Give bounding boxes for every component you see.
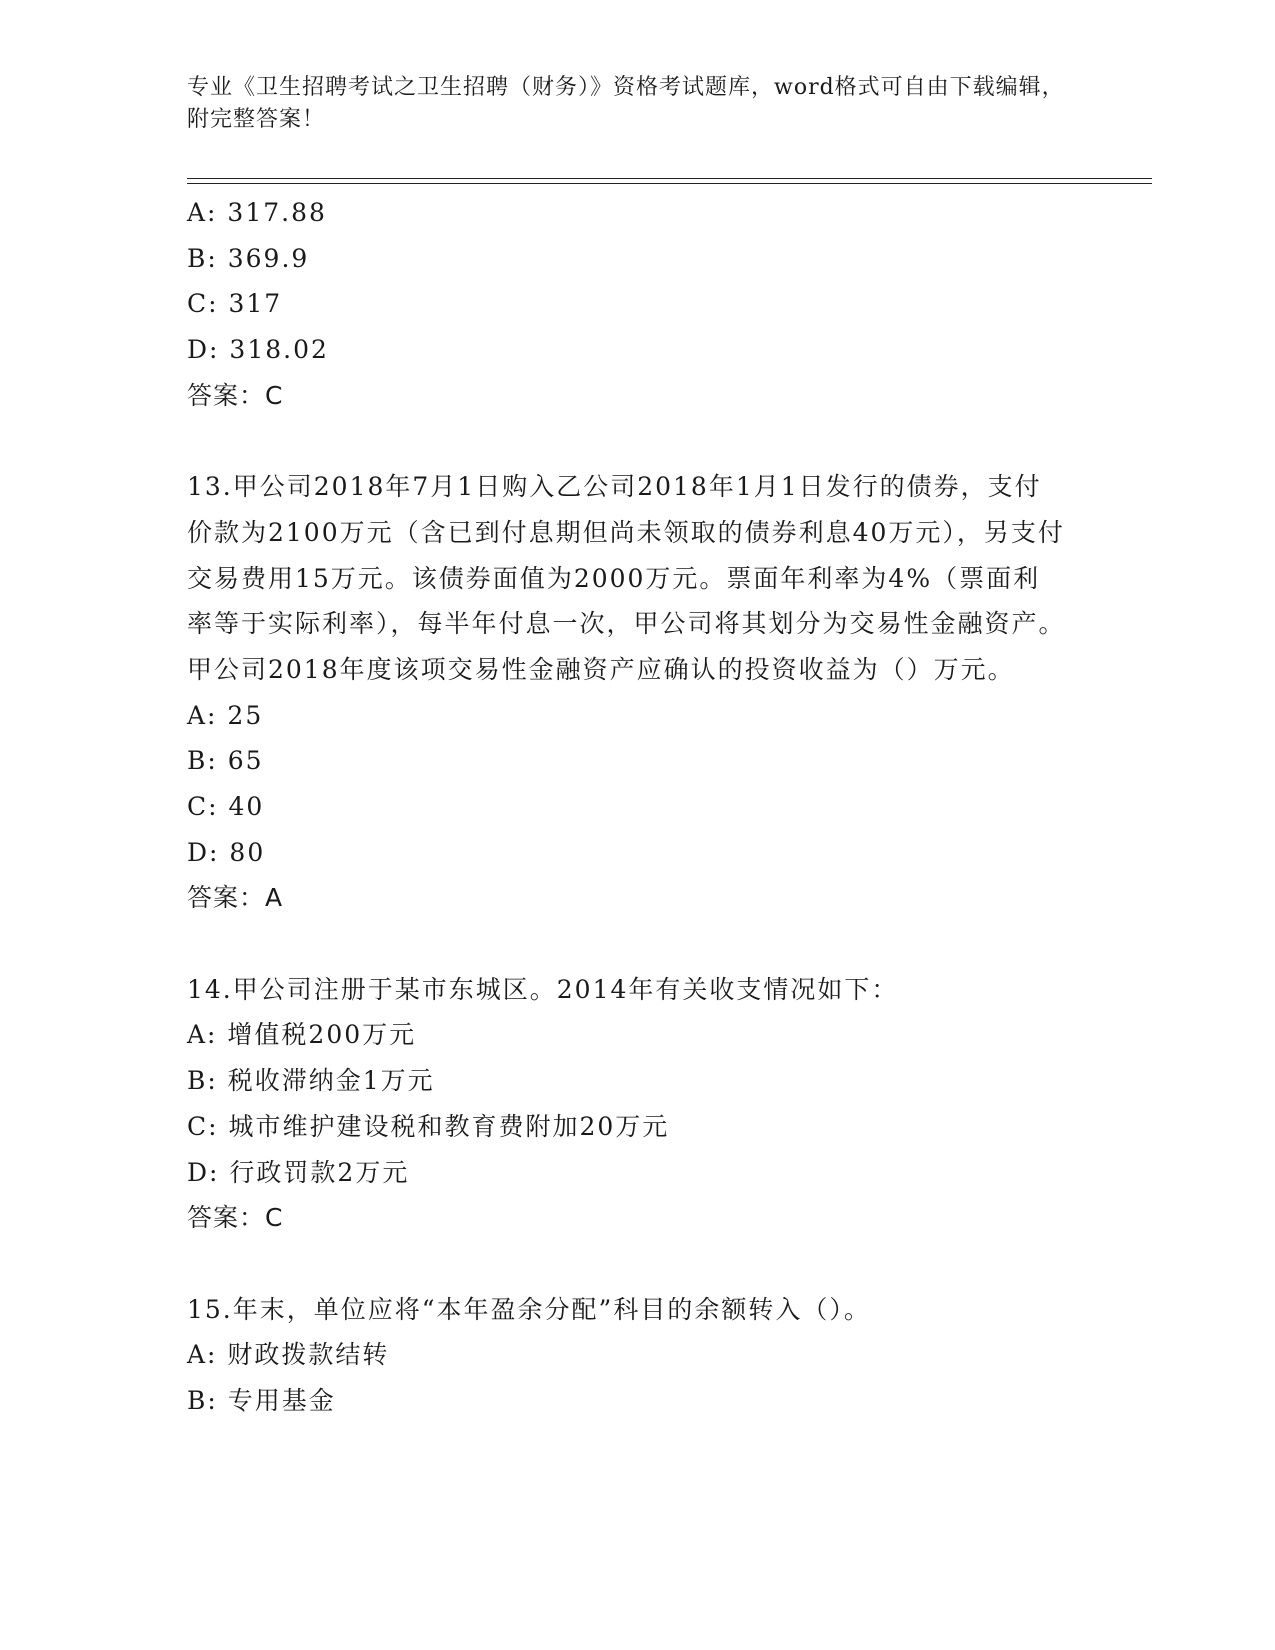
option-a: A: 317.88 bbox=[187, 198, 327, 227]
answer-text: 答案：C bbox=[187, 380, 284, 410]
question-stem: 15.年末，单位应将“本年盈余分配”科目的余额转入（）。 bbox=[187, 1294, 871, 1324]
option-b: B: 65 bbox=[187, 746, 264, 776]
question-15 bbox=[187, 1287, 1087, 1424]
question-14 bbox=[187, 967, 1087, 1241]
option-b: B: 专用基金 bbox=[187, 1385, 336, 1415]
option-d: D: 80 bbox=[187, 837, 266, 867]
question-13 bbox=[187, 464, 1087, 921]
document-header: 专业《卫生招聘考试之卫生招聘（财务）》资格考试题库，word格式可自由下载编辑，附完整答案！ bbox=[187, 75, 1065, 132]
question-stem: 14.甲公司注册于某市东城区。2014年有关收支情况如下： bbox=[187, 974, 899, 1004]
question-list bbox=[187, 190, 1087, 1424]
answer-text: 答案：C bbox=[187, 1203, 284, 1233]
answer-line bbox=[187, 875, 1087, 921]
option-b: B: 369.9 bbox=[187, 243, 310, 273]
option-b: B: 税收滞纳金1万元 bbox=[187, 1066, 435, 1096]
header-divider-bottom bbox=[187, 183, 1152, 184]
option-c: C: 40 bbox=[187, 792, 265, 822]
option-d: D: 行政罚款2万元 bbox=[187, 1157, 410, 1187]
option-c: C: 城市维护建设税和教育费附加20万元 bbox=[187, 1111, 670, 1141]
answer-text: 答案：A bbox=[187, 883, 284, 913]
option-c: C: 317 bbox=[187, 289, 283, 319]
answer-line bbox=[187, 1195, 1087, 1241]
option-d: D: 318.02 bbox=[187, 335, 329, 365]
spacer bbox=[187, 418, 1087, 464]
option-a: A: 25 bbox=[187, 700, 264, 730]
question-12 bbox=[187, 190, 1087, 418]
option-a: A: 财政拨款结转 bbox=[187, 1340, 390, 1370]
answer-line bbox=[187, 373, 1087, 419]
spacer bbox=[187, 921, 1087, 967]
question-stem: 13.甲公司2018年7月1日购入乙公司2018年1月1日发行的债券，支付价款为2100万元（含已到付息期但尚未领取的债券利息40万元），另支付交易费用15万元。该债券面值为2000万元。票面年利率为4%（票面利率等于实际利率），每半年付息一次，甲公司将其划分为交易性金融资产。甲公司2018年度该项交易性金融资产应确认的投资收益为（）万元。 bbox=[187, 472, 1066, 684]
header-divider-top bbox=[187, 178, 1152, 179]
option-a: A: 增值税200万元 bbox=[187, 1020, 417, 1050]
spacer bbox=[187, 1241, 1087, 1287]
